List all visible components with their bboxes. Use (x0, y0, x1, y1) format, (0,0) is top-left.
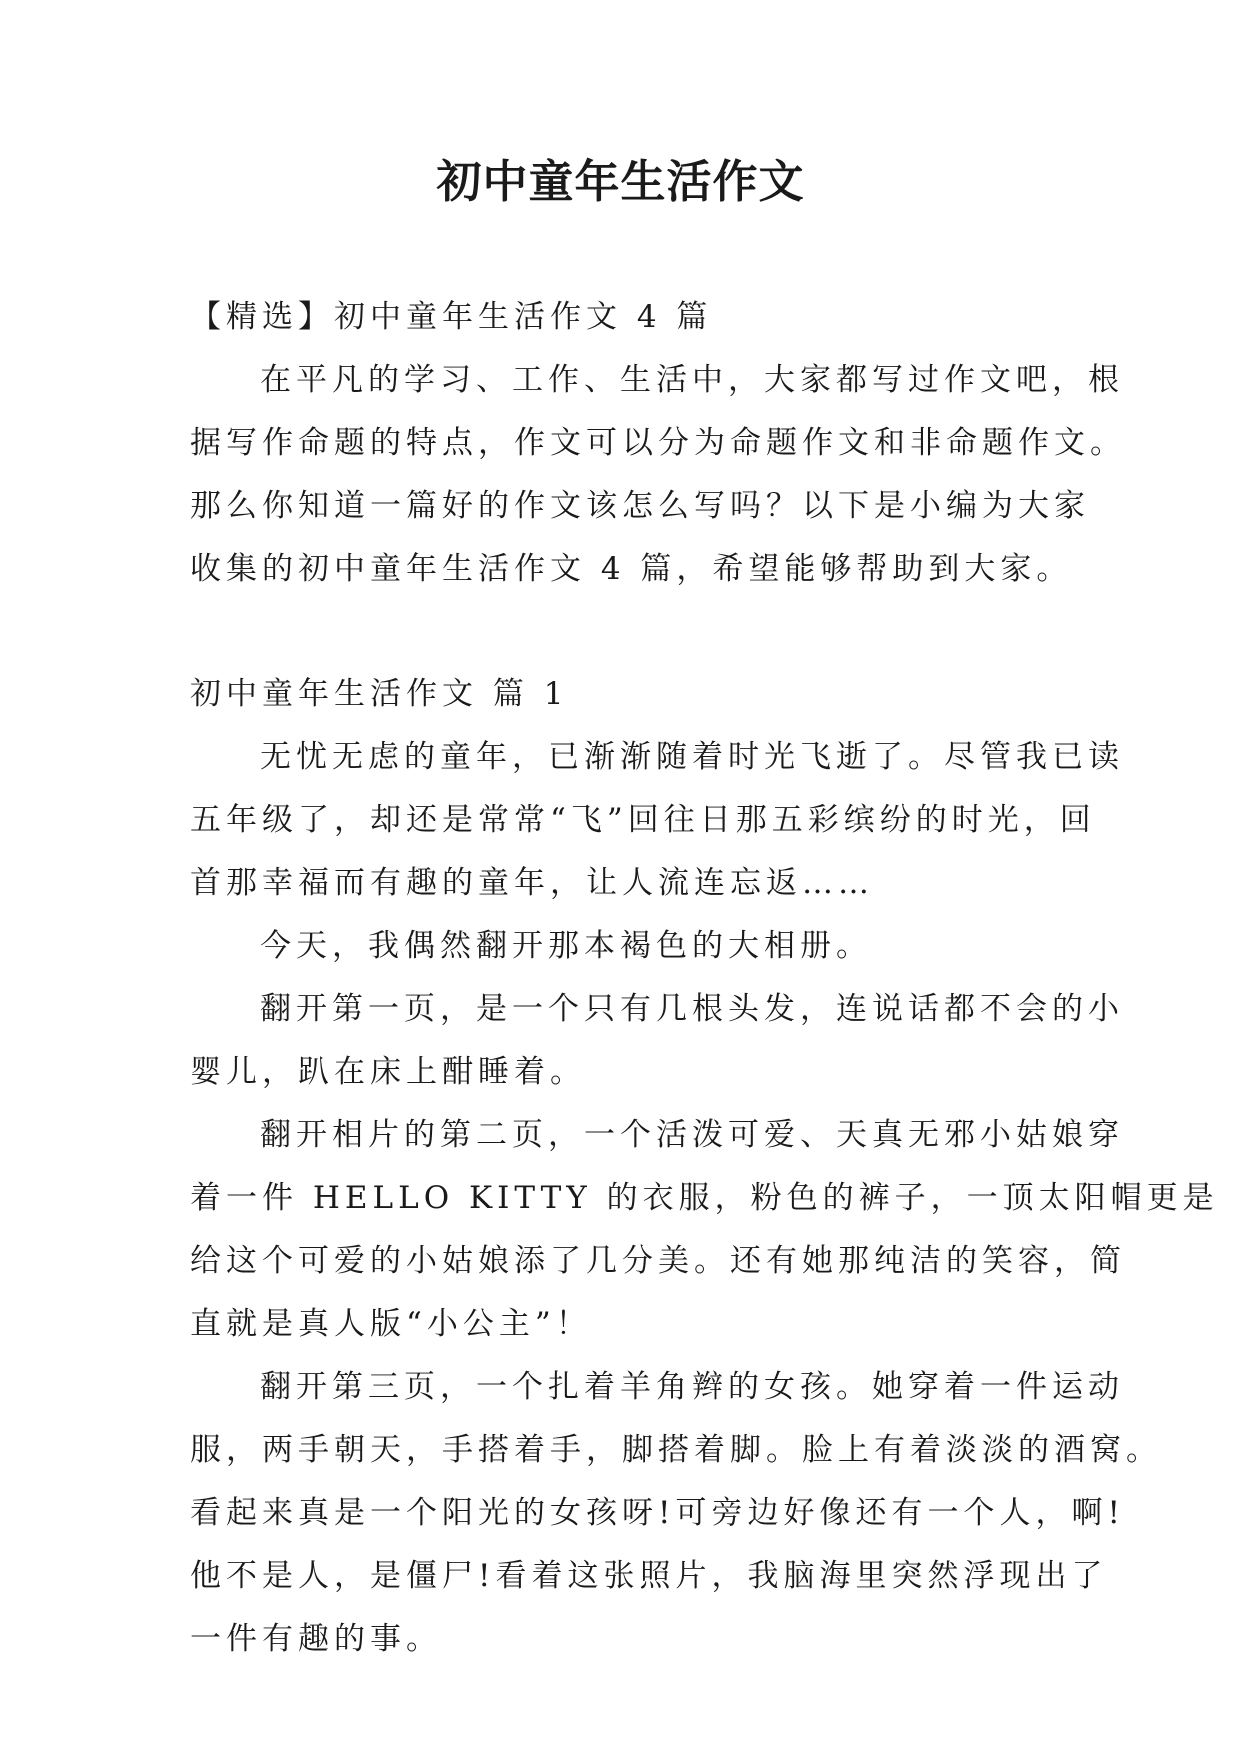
text-line: 着一件 HELLO KITTY 的衣服，粉色的裤子，一顶太阳帽更是 (190, 1180, 1219, 1216)
intro-paragraph (190, 349, 1126, 601)
text-line: 收集的初中童年生活作文 4 篇，希望能够帮助到大家。 (190, 551, 1073, 587)
text-line: 翻开相片的第二页，一个活泼可爱、天真无邪小姑娘穿 (260, 1117, 1124, 1153)
section-heading: 初中童年生活作文 篇 1 (190, 676, 569, 712)
paragraph-1 (190, 726, 1124, 915)
text-line: 据写作命题的特点，作文可以分为命题作文和非命题作文。 (190, 425, 1126, 461)
document-body (190, 286, 1219, 1671)
text-line: 看起来真是一个阳光的女孩呀!可旁边好像还有一个人，啊! (190, 1495, 1125, 1531)
text-line: 服，两手朝天，手搭着手，脚搭着脚。脸上有着淡淡的酒窝。 (190, 1432, 1162, 1468)
text-line: 首那幸福而有趣的童年，让人流连忘返…… (190, 865, 874, 901)
paragraph-5 (190, 1356, 1162, 1671)
paragraph-3 (190, 978, 1124, 1104)
text-line: 一件有趣的事。 (190, 1621, 442, 1657)
text-line: 无忧无虑的童年，已渐渐随着时光飞逝了。尽管我已读 (260, 739, 1124, 775)
spacer (190, 601, 1070, 663)
paragraph-2 (190, 915, 1070, 978)
text-line: 他不是人，是僵尸!看着这张照片，我脑海里突然浮现出了 (190, 1558, 1108, 1594)
text-line: 翻开第三页，一个扎着羊角辫的女孩。她穿着一件运动 (260, 1369, 1124, 1405)
text-line: 五年级了，却还是常常“飞”回往日那五彩缤纷的时光，回 (190, 802, 1096, 838)
text-line: 翻开第一页，是一个只有几根头发，连说话都不会的小 (260, 991, 1124, 1027)
text-line: 给这个可爱的小姑娘添了几分美。还有她那纯洁的笑容，简 (190, 1243, 1126, 1279)
text-line: 直就是真人版“小公主”！ (190, 1306, 592, 1342)
text-line: 婴儿，趴在床上酣睡着。 (190, 1054, 586, 1090)
text-line: 那么你知道一篇好的作文该怎么写吗？以下是小编为大家 (190, 488, 1090, 524)
text-line: 今天，我偶然翻开那本褐色的大相册。 (260, 928, 872, 964)
paragraph-4 (190, 1104, 1219, 1356)
document-title: 初中童年生活作文 (436, 155, 805, 208)
document-subtitle: 【精选】初中童年生活作文 4 篇 (190, 299, 713, 335)
text-line: 在平凡的学习、工作、生活中，大家都写过作文吧，根 (260, 362, 1124, 398)
